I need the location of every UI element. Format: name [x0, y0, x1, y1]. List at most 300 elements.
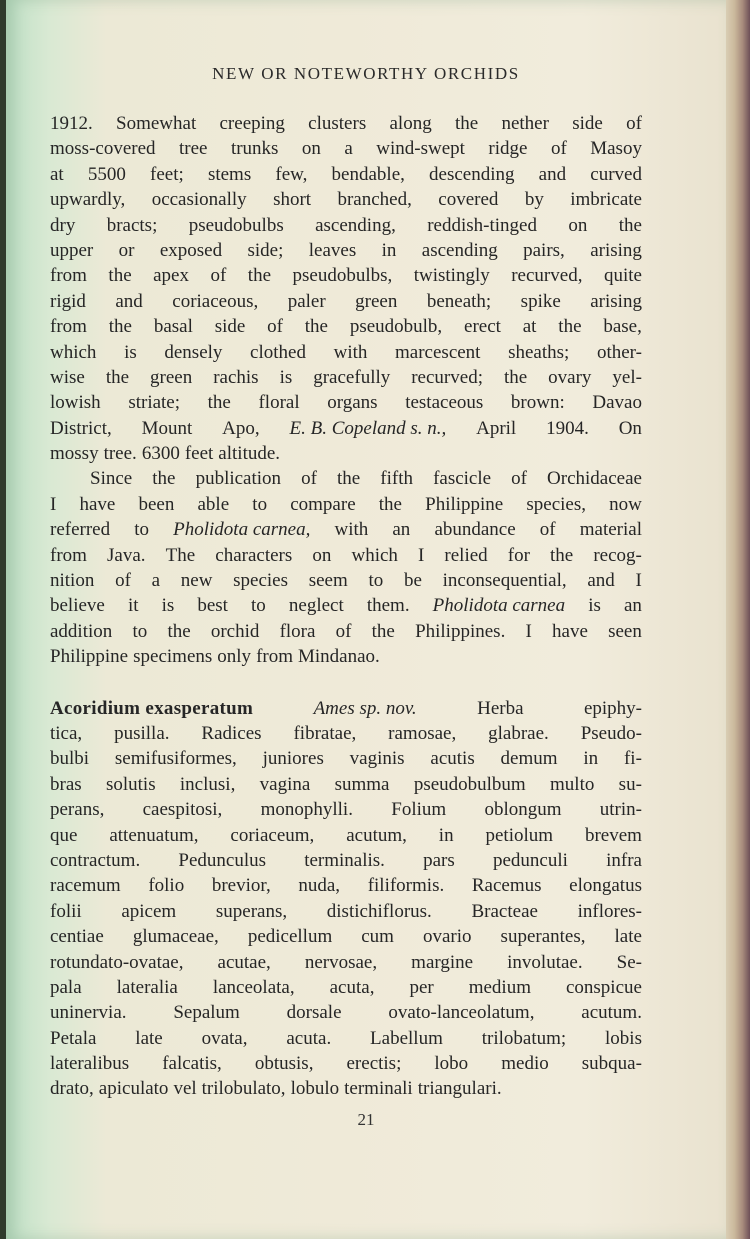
paragraph-gap: [50, 670, 642, 696]
text-line: [50, 390, 642, 415]
word: Bracteae: [471, 900, 538, 922]
word: on: [301, 138, 321, 160]
word: gracefully: [313, 366, 391, 388]
word: marcescent: [395, 341, 481, 363]
word: pedicellum: [247, 926, 333, 948]
word: referred: [50, 519, 111, 541]
word: arising: [590, 290, 642, 312]
word: Orchidaceae: [547, 468, 642, 490]
word: pedunculi: [492, 849, 568, 871]
word: reddish-tinged: [427, 214, 537, 236]
word: base,: [603, 316, 642, 338]
book-page: [6, 0, 726, 1239]
word: tree: [179, 138, 208, 160]
word: for: [507, 544, 530, 566]
word: neglect: [288, 595, 344, 617]
word: pala: [50, 976, 82, 998]
text-line: [50, 1076, 642, 1101]
word: pairs,: [523, 239, 565, 261]
word: on: [568, 214, 588, 236]
word: Racemus: [471, 875, 542, 897]
word: best: [197, 595, 228, 617]
word: semifusiformes,: [114, 748, 237, 770]
word: rachis: [213, 366, 259, 388]
word: testaceous: [405, 392, 484, 414]
word: pseudobulb,: [349, 316, 443, 338]
word: believe: [50, 595, 105, 617]
word: juniores: [262, 748, 324, 770]
word: Pholidota carnea,: [173, 519, 311, 541]
word: 1904.: [546, 417, 589, 439]
word: multo: [550, 773, 595, 795]
word: of: [511, 468, 527, 490]
page-edge: [726, 0, 750, 1239]
text-line: [50, 644, 642, 669]
word: Se-: [616, 951, 642, 973]
word: fibratae,: [293, 722, 357, 744]
text-line: [50, 797, 642, 822]
word: utrin-: [599, 799, 642, 821]
word: of: [115, 570, 131, 592]
word: distichiflorus.: [326, 900, 432, 922]
text-line: [50, 1000, 642, 1025]
text-line: [50, 263, 642, 288]
word: imbricate: [570, 189, 642, 211]
word: and: [587, 570, 615, 592]
word: the: [105, 366, 130, 388]
word: from: [50, 544, 87, 566]
word: District,: [50, 417, 112, 439]
word: to: [251, 595, 266, 617]
word: paler: [287, 290, 326, 312]
text-line: [50, 568, 642, 593]
word: bendable,: [331, 163, 405, 185]
word: from: [256, 646, 293, 668]
word: Petala: [50, 1027, 97, 1049]
word: late: [135, 1027, 163, 1049]
word: subqua-: [581, 1053, 642, 1075]
text-line: [50, 746, 642, 771]
word: is: [124, 341, 137, 363]
word: mossy: [50, 443, 99, 465]
word: pseudobulbs,: [292, 265, 393, 287]
word: recurved;: [411, 366, 483, 388]
word: solutis: [105, 773, 156, 795]
word: acuta.: [286, 1027, 332, 1049]
word: the: [247, 265, 272, 287]
word: 1912.: [50, 113, 93, 134]
word: summa: [334, 773, 390, 795]
word: compare: [290, 493, 356, 515]
word: nuda,: [298, 875, 341, 897]
word: su-: [618, 773, 642, 795]
word: Mindanao.: [298, 646, 380, 668]
text-line: [50, 213, 642, 238]
word: filiformis.: [367, 875, 445, 897]
word: ramosae,: [388, 722, 457, 744]
word: acutum.: [581, 1002, 642, 1024]
text-line: [50, 873, 642, 898]
word: floral: [258, 392, 300, 414]
word: que: [50, 824, 78, 846]
word: relied: [444, 544, 488, 566]
word: the: [152, 468, 176, 490]
page-number: 21: [357, 1110, 375, 1129]
word: of: [335, 620, 352, 642]
word: erectis;: [346, 1053, 402, 1075]
word: them.: [366, 595, 410, 617]
word: altitude.: [218, 443, 281, 465]
word: of: [626, 113, 642, 134]
word: bracts;: [106, 214, 158, 236]
word: of: [267, 316, 283, 338]
text-line: [50, 466, 642, 491]
word: Labellum: [370, 1027, 443, 1049]
word: inconsequential,: [442, 570, 567, 592]
word: Herba: [477, 697, 524, 719]
word: pseudobulbum: [413, 773, 526, 795]
word: Radices: [201, 722, 262, 744]
word: bulbi: [50, 748, 90, 770]
word: dorsale: [286, 1002, 342, 1024]
word: April: [476, 417, 517, 439]
word: Since: [90, 468, 133, 490]
word: folio: [148, 875, 185, 897]
word: I: [418, 544, 425, 566]
paragraph-p1: [50, 111, 642, 466]
word: of: [301, 468, 317, 490]
word: demum: [500, 748, 558, 770]
text-line: [50, 187, 642, 212]
word: to: [132, 620, 148, 642]
word: of: [550, 138, 567, 160]
word: basal: [153, 316, 193, 338]
text-line: [50, 416, 642, 441]
word: per: [409, 976, 434, 998]
word: abundance: [434, 519, 516, 541]
word: to: [368, 570, 384, 592]
body-text: [50, 111, 642, 1102]
word: side;: [247, 239, 284, 261]
word: short: [273, 189, 312, 211]
word: I: [635, 570, 642, 592]
word: the: [618, 214, 642, 236]
text-line: [50, 899, 642, 924]
word: upper: [50, 239, 94, 261]
word: wind-swept: [376, 138, 465, 160]
word: falcatis,: [162, 1053, 222, 1075]
word: side: [572, 113, 603, 134]
word: bras: [50, 773, 82, 795]
word: only: [217, 646, 252, 668]
text-line: [50, 696, 642, 721]
word: seen: [608, 620, 642, 642]
word: Masoy: [590, 138, 642, 160]
text-line: [50, 136, 642, 161]
word: from: [50, 316, 87, 338]
word: be: [404, 570, 422, 592]
text-line: [50, 365, 642, 390]
word: in: [438, 824, 454, 846]
text-line: [50, 619, 642, 644]
word: material: [579, 519, 642, 541]
word: late: [614, 926, 642, 948]
word: an: [392, 519, 411, 541]
word: the: [108, 265, 132, 287]
word: lanceolata,: [212, 976, 295, 998]
word: feet: [184, 443, 214, 465]
running-head: NEW OR NOTEWORTHY ORCHIDS: [212, 64, 520, 83]
word: lobulo: [290, 1078, 340, 1100]
word: E. B. Copeland s. n.,: [289, 417, 447, 439]
word: ovario: [422, 926, 472, 948]
word: lateralibus: [50, 1053, 130, 1075]
word: Sepalum: [173, 1002, 240, 1024]
word: Java.: [107, 544, 146, 566]
text-line: [50, 314, 642, 339]
word: involutae.: [507, 951, 583, 973]
word: acutis: [430, 748, 475, 770]
word: curved: [590, 163, 642, 185]
text-line: [50, 1026, 642, 1051]
word: creeping: [219, 113, 285, 134]
word: terminali: [344, 1078, 413, 1100]
word: coriaceum,: [230, 824, 315, 846]
word: is: [279, 366, 293, 388]
word: in: [381, 239, 397, 261]
word: occasionally: [151, 189, 247, 211]
word: monophylli.: [260, 799, 353, 821]
word: conspicue: [565, 976, 642, 998]
word: fi-: [623, 748, 642, 770]
word: branched,: [337, 189, 412, 211]
word: with: [333, 341, 368, 363]
word: pars: [423, 849, 455, 871]
word: Philippine: [50, 646, 129, 668]
word: of: [210, 265, 227, 287]
word: from: [50, 265, 87, 287]
word: dry: [50, 214, 76, 236]
word: and: [538, 163, 567, 185]
word: vaginis: [349, 748, 405, 770]
word: trunks: [230, 138, 279, 160]
word: perans,: [50, 799, 105, 821]
word: lobis: [605, 1027, 642, 1049]
word: lateralia: [116, 976, 178, 998]
word: seem: [308, 570, 348, 592]
word: acutae,: [217, 951, 271, 973]
word: Davao: [592, 392, 642, 414]
word: vel: [173, 1078, 197, 1100]
text-line: [50, 238, 642, 263]
text-line: [50, 340, 642, 365]
word: racemum: [50, 875, 121, 897]
text-line: [50, 593, 642, 618]
word: Philippine: [425, 493, 504, 515]
word: striate;: [128, 392, 181, 414]
word: erect: [464, 316, 501, 338]
word: green: [355, 290, 398, 312]
word: now: [609, 493, 642, 515]
word: glumaceae,: [132, 926, 219, 948]
word: caespitosi,: [142, 799, 223, 821]
word: exposed: [159, 239, 223, 261]
word: other-: [596, 341, 642, 363]
word: the: [108, 316, 132, 338]
word: Pedunculus: [178, 849, 267, 871]
text-line: [50, 721, 642, 746]
word: the: [378, 493, 402, 515]
word: acuta,: [329, 976, 375, 998]
word: orchid: [210, 620, 260, 642]
text-line: [50, 543, 642, 568]
text-line: [50, 823, 642, 848]
word: brown:: [510, 392, 565, 414]
paragraph-p2: [50, 466, 642, 669]
word: pseudobulbs: [188, 214, 284, 236]
word: Apo,: [222, 417, 260, 439]
word: epiphy-: [583, 697, 642, 719]
word: ascending: [421, 239, 498, 261]
word: 5500: [87, 163, 126, 185]
word: nether: [501, 113, 549, 134]
word: recog-: [593, 544, 642, 566]
word: which: [50, 341, 97, 363]
word: Pholidota carnea: [432, 595, 566, 617]
word: apiculato: [98, 1078, 169, 1100]
word: to: [134, 519, 150, 541]
word: new: [180, 570, 213, 592]
word: brevem: [584, 824, 642, 846]
word: the: [503, 366, 528, 388]
text-line: [50, 111, 642, 136]
word: or: [118, 239, 135, 261]
text-line: [50, 848, 642, 873]
word: rotundato-ovatae,: [50, 951, 184, 973]
word: upwardly,: [50, 189, 126, 211]
word: nition: [50, 570, 95, 592]
word: to: [252, 493, 268, 515]
word: clusters: [308, 113, 367, 134]
word: twistingly: [413, 265, 490, 287]
word: rigid: [50, 290, 86, 312]
word: Folium: [391, 799, 447, 821]
word: arising: [590, 239, 642, 261]
word: Pseudo-: [580, 722, 642, 744]
word: the: [550, 544, 574, 566]
word: coriaceous,: [172, 290, 259, 312]
word: trilobatum;: [481, 1027, 567, 1049]
word: on: [312, 544, 332, 566]
text-line: [50, 924, 642, 949]
word: I: [525, 620, 532, 642]
text-line: [50, 492, 642, 517]
text-line: [50, 772, 642, 797]
word: the: [454, 113, 479, 134]
word: of: [539, 519, 556, 541]
word: Philippines.: [415, 620, 506, 642]
word: along: [389, 113, 432, 134]
word: superantes,: [500, 926, 586, 948]
word: tica,: [50, 722, 83, 744]
word: contractum.: [50, 849, 141, 871]
word: it: [127, 595, 139, 617]
word: with: [334, 519, 369, 541]
word: wise: [50, 366, 85, 388]
word: quite: [603, 265, 642, 287]
word: specimens: [133, 646, 213, 668]
word: Somewhat: [116, 113, 197, 134]
word: the: [337, 468, 361, 490]
word: glabrae.: [488, 722, 549, 744]
word: oblongum: [484, 799, 562, 821]
word: have: [79, 493, 116, 515]
word: superans,: [215, 900, 288, 922]
word: stems: [207, 163, 252, 185]
word: elongatus: [569, 875, 642, 897]
word: inflores-: [577, 900, 642, 922]
word: obtusis,: [254, 1053, 314, 1075]
word: terminalis.: [304, 849, 385, 871]
word: cum: [361, 926, 394, 948]
word: recurved,: [511, 265, 583, 287]
word: apicem: [121, 900, 177, 922]
text-line: [50, 441, 642, 466]
word: lobo: [434, 1053, 469, 1075]
word: addition: [50, 620, 113, 642]
word: ridge: [488, 138, 528, 160]
word: infra: [606, 849, 642, 871]
word: the: [167, 620, 191, 642]
word: fifth: [380, 468, 413, 490]
word: clothed: [250, 341, 306, 363]
word: I: [50, 493, 57, 515]
word: by: [524, 189, 544, 211]
word: pusilla.: [114, 722, 170, 744]
paragraph-p3: [50, 696, 642, 1102]
word: leaves: [308, 239, 357, 261]
word: feet;: [150, 163, 184, 185]
word: 6300: [141, 443, 180, 465]
word: petiolum: [485, 824, 554, 846]
word: able: [197, 493, 230, 515]
word: is: [161, 595, 175, 617]
word: trilobulato,: [201, 1078, 286, 1100]
word: ovary: [548, 366, 592, 388]
word: the: [304, 316, 328, 338]
word: is: [588, 595, 601, 617]
word: at: [522, 316, 537, 338]
word: have: [552, 620, 588, 642]
word: descending: [429, 163, 515, 185]
text-line: [50, 517, 642, 542]
word: yel-: [612, 366, 642, 388]
word: uninervia.: [50, 1002, 127, 1024]
word: densely: [164, 341, 223, 363]
word: tree.: [103, 443, 137, 465]
word: and: [115, 290, 143, 312]
word: characters: [215, 544, 293, 566]
text-line: [50, 1051, 642, 1076]
word: green: [150, 366, 193, 388]
word: species,: [526, 493, 587, 515]
word: sheaths;: [508, 341, 570, 363]
word: acutum,: [346, 824, 407, 846]
word: spike: [520, 290, 561, 312]
word: Mount: [141, 417, 193, 439]
word: folii: [50, 900, 82, 922]
word: in: [583, 748, 599, 770]
